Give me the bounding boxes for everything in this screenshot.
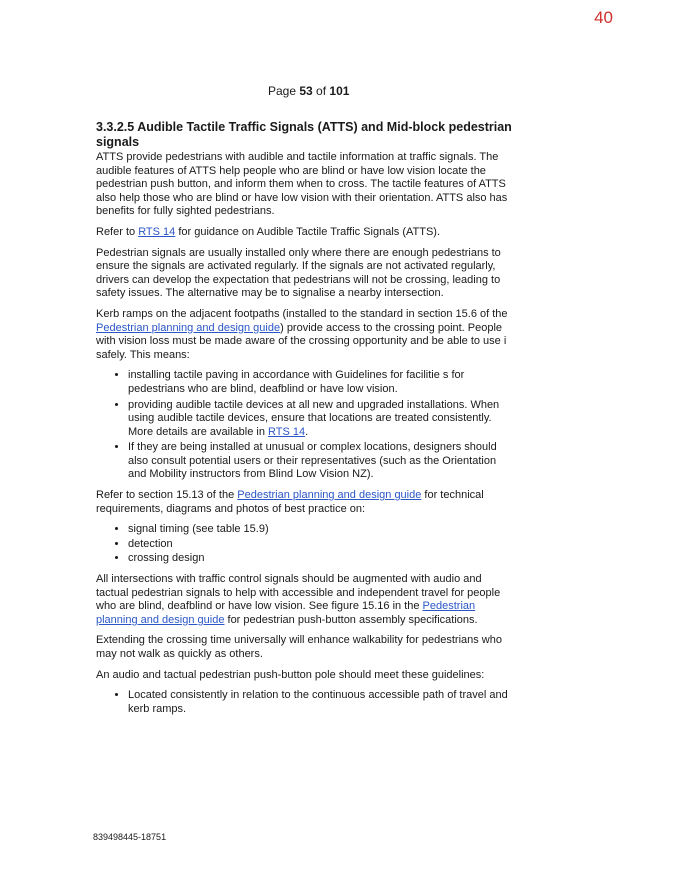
pole-guidelines-list: [96, 689, 516, 716]
text-fragment: Refer to section 15.13 of the: [96, 489, 238, 502]
pedestrian-guide-link[interactable]: Pedestrian planning and design guide: [96, 321, 281, 334]
text-fragment: All intersections with traffic control signals should be augmented with audio and tactual pedestrian signals to help with accessible and independent travel for people who are blind, deafblind or have low vision. See figure 15.16 in the: [96, 573, 501, 613]
list-item: • installing tactile paving in accordance with Guidelines for facilitie s for pedestrians who are blind, deafblind or have low vision.: [128, 369, 516, 396]
text-fragment: ) provide access to the crossing point. People with vision loss must be made aware of the crossing opportunity and be able to use i safely. This means:: [96, 321, 507, 361]
section-heading: 3.3.2.5 Audible Tactile Traffic Signals (ATTS) and Mid-block pedestrian signals: [96, 120, 512, 149]
paragraph-kerb-ramps: [96, 308, 516, 362]
paragraph-atts-intro: ATTS provide pedestrians with audible and tactile information at traffic signals. The audible features of ATTS help people who are blind or have low vision locate the pedestrian push button, and inform them when to cross. The tactile features of ATTS also help those who are blind or have low vision with their orientation. ATTS also has benefits for fully sighted pedestrians.: [96, 151, 508, 218]
list-item: • If they are being installed at unusual or complex locations, designers should also consult potential users or their representatives (such as the Orientation and Mobility instructors from Blind Low Vision NZ).: [128, 441, 516, 482]
document-body: [96, 120, 516, 723]
text-fragment: Kerb ramps on the adjacent footpaths (installed to the standard in section 15.6 of the: [96, 307, 508, 320]
guidelines-list: [96, 369, 516, 482]
list-item: • signal timing (see table 15.9): [128, 523, 516, 537]
paragraph-refer-rts14: [96, 226, 516, 240]
page-counter-prefix: Page: [268, 84, 300, 98]
paragraph-refer-section: [96, 489, 516, 516]
page-counter-middle: of: [312, 84, 330, 98]
list-item: • crossing design: [128, 552, 516, 566]
paragraph-pedestrian-signals: Pedestrian signals are usually installed only where there are enough pedestrians to ensure the signals are activated regularly. If the signals are not activated regularly, drivers can develop the expectation that pedestrians will not be crossing, leading to safety issues. The alternative may be to signalise a nearby intersection.: [96, 246, 501, 300]
page-total: 101: [329, 84, 350, 98]
list-item: • Located consistently in relation to the continuous accessible path of travel and kerb ramps.: [128, 689, 516, 716]
text-fragment: Refer to: [96, 225, 139, 238]
rts14-link[interactable]: RTS 14: [268, 425, 306, 438]
rts14-link[interactable]: RTS 14: [138, 225, 176, 238]
text-fragment: for guidance on Audible Tactile Traffic Signals (ATTS).: [175, 225, 441, 238]
pedestrian-guide-link[interactable]: Pedestrian planning and design guide: [237, 489, 422, 502]
text-fragment: .: [305, 425, 309, 438]
page-current: 53: [299, 84, 313, 98]
best-practice-list: [96, 523, 516, 566]
document-id: 839498445-18751: [93, 832, 167, 842]
paragraph-push-button-pole: An audio and tactual pedestrian push-button pole should meet these guidelines:: [96, 668, 485, 681]
corner-page-number: 40: [594, 8, 613, 27]
text-fragment: for pedestrian push-button assembly specifications.: [224, 613, 478, 626]
text-fragment: providing audible tactile devices at all new and upgraded installations. When using audible tactile devices, ensure that locations are treated consistently. More details are available in: [128, 398, 500, 438]
page-counter: [0, 84, 675, 98]
list-item: • detection: [128, 538, 516, 552]
paragraph-crossing-time: Extending the crossing time universally will enhance walkability for pedestrians who may not walk as quickly as others.: [96, 634, 502, 660]
paragraph-intersections: [96, 573, 516, 627]
list-item: [128, 399, 516, 440]
pedestrian-guide-link[interactable]: Pedestrian planning and design guide: [96, 600, 476, 626]
text-fragment: for technical requirements, diagrams and photos of best practice on:: [96, 489, 484, 515]
